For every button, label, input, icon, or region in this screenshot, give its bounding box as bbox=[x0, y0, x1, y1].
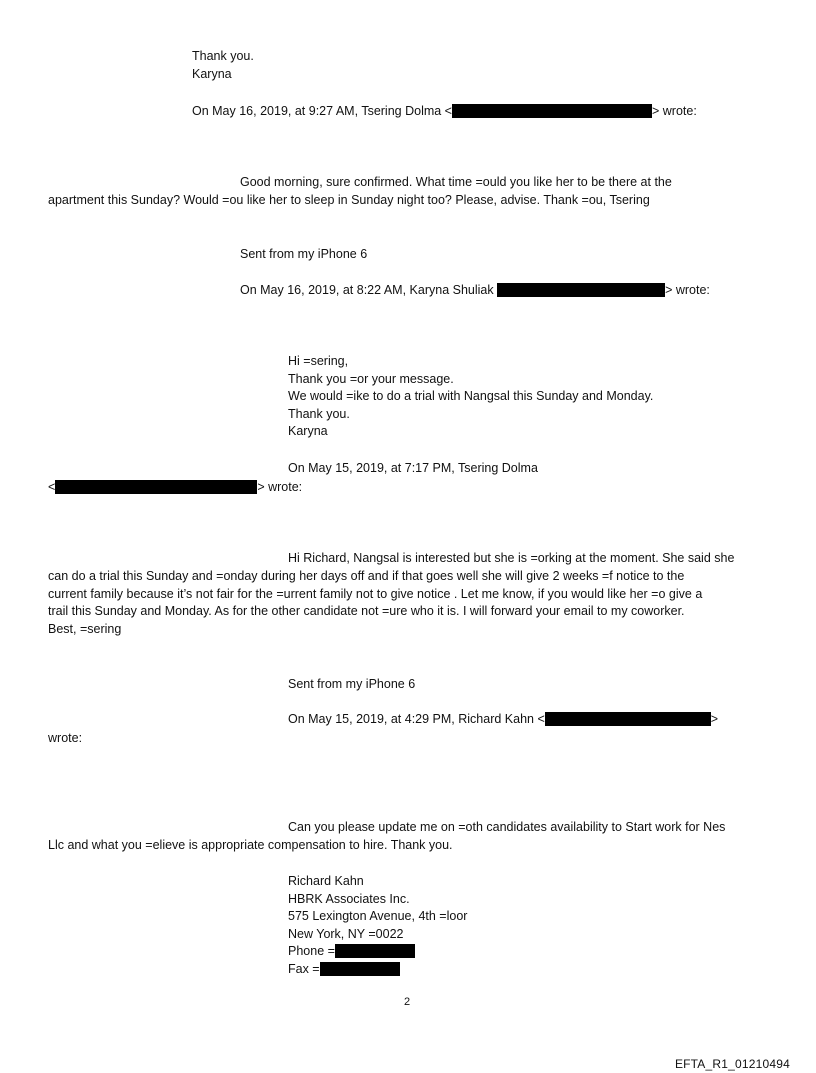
reply-header-suffix: > wrote: bbox=[257, 480, 303, 494]
body-line: Hi =sering, bbox=[288, 354, 349, 368]
body-line: Best, =sering bbox=[48, 621, 122, 636]
page-number: 2 bbox=[404, 996, 411, 1008]
reply-header-suffix: > wrote: bbox=[665, 283, 710, 297]
reply-header-prefix: On May 15, 2019, at 4:29 PM, Richard Kahn < bbox=[288, 712, 545, 726]
msg2-body-line-2: apartment this Sunday? Would =ou like her to sleep in Sunday night too? Please, advise. Thank =ou, Tsering bbox=[48, 193, 650, 207]
signature-fax bbox=[288, 961, 467, 979]
reply-header-suffix: > wrote: bbox=[651, 104, 697, 118]
msg2-reply-header bbox=[240, 282, 710, 300]
body-line: Thank you. bbox=[288, 406, 350, 421]
msg4-signature: Sent from my iPhone 6 bbox=[288, 677, 416, 691]
redaction-box bbox=[55, 480, 257, 494]
redaction-box bbox=[452, 104, 652, 118]
msg1-reply-header bbox=[192, 103, 697, 121]
msg4-body-line-1: Hi Richard, Nangsal is interested but she is =orking at the moment. She said she bbox=[288, 551, 735, 565]
closing-line: Thank you. bbox=[192, 49, 254, 63]
reply-header-prefix: On May 16, 2019, at 8:22 AM, Karyna Shuliak bbox=[240, 283, 498, 297]
msg2-signature: Sent from my iPhone 6 bbox=[240, 247, 368, 261]
msg3-body bbox=[288, 353, 653, 441]
msg3-reply-header-line-2 bbox=[48, 479, 302, 497]
msg2-body-line-1: Good morning, sure confirmed. What time =ould you like her to be there at the bbox=[240, 175, 672, 189]
closing-name: Karyna bbox=[192, 66, 232, 81]
fax-label: Fax = bbox=[288, 961, 320, 976]
reply-header-prefix: On May 16, 2019, at 9:27 AM, Tsering Dolma < bbox=[192, 104, 452, 118]
body-line: We would =ike to do a trial with Nangsal this Sunday and Monday. bbox=[288, 389, 654, 404]
phone-label: Phone = bbox=[288, 944, 335, 959]
msg3-reply-header-line-1: On May 15, 2019, at 7:17 PM, Tsering Dolma bbox=[288, 461, 538, 475]
body-line: trail this Sunday and Monday. As for the other candidate not =ure who it is. I will forward your email to my coworker. bbox=[48, 604, 685, 619]
body-line: Karyna bbox=[288, 424, 328, 439]
signature-city: New York, NY =0022 bbox=[288, 926, 404, 941]
redaction-box bbox=[320, 962, 400, 976]
msg4-reply-header-line-2: wrote: bbox=[48, 731, 83, 745]
reply-header-prefix: < bbox=[48, 480, 56, 494]
bates-number: EFTA_R1_01210494 bbox=[674, 1057, 790, 1071]
signature-company: HBRK Associates Inc. bbox=[288, 891, 410, 906]
signature-phone bbox=[288, 943, 467, 961]
body-line: can do a trial this Sunday and =onday during her days off and if that goes well she will give 2 weeks =f notice to the bbox=[48, 569, 685, 583]
signature-address: 575 Lexington Avenue, 4th =loor bbox=[288, 909, 468, 924]
msg4-reply-header-line-1 bbox=[288, 711, 718, 729]
body-line: current family because it’s not fair for the =urrent family not to give notice . Let me know, if you would like her =o give a bbox=[48, 586, 703, 601]
reply-header-suffix: > bbox=[710, 712, 719, 726]
msg5-body-line-2: Llc and what you =elieve is appropriate compensation to hire. Thank you. bbox=[48, 838, 453, 852]
msg5-signature-block bbox=[288, 873, 467, 979]
body-line: Thank you =or your message. bbox=[288, 371, 454, 386]
redaction-box bbox=[545, 712, 711, 726]
redaction-box bbox=[497, 283, 665, 297]
redaction-box bbox=[335, 944, 415, 958]
signature-name: Richard Kahn bbox=[288, 874, 364, 888]
msg5-body-line-1: Can you please update me on =oth candidates availability to Start work for Nes bbox=[288, 820, 726, 834]
msg4-body bbox=[48, 568, 702, 638]
msg1-closing bbox=[192, 48, 254, 83]
